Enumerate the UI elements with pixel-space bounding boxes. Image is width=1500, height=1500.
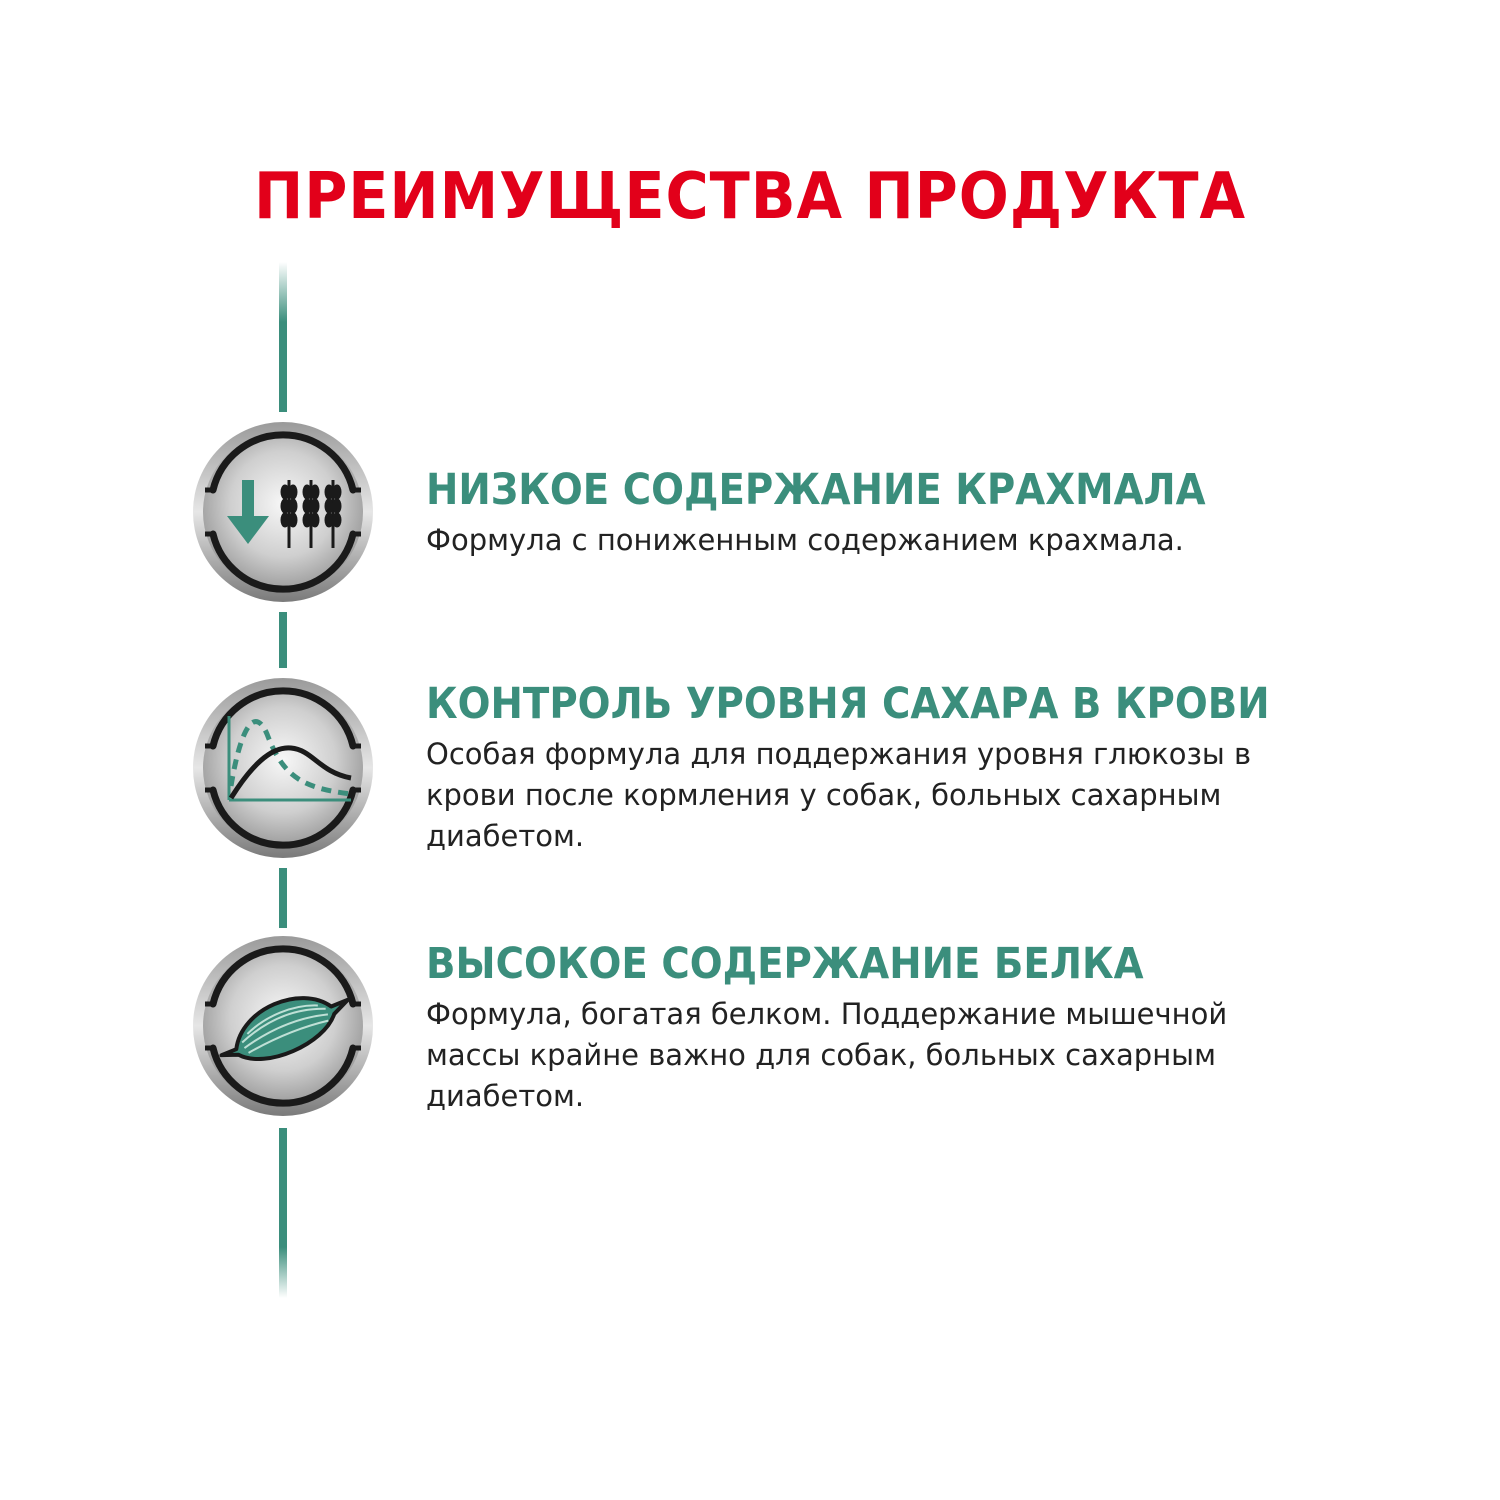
blood-sugar-curve-icon bbox=[191, 676, 375, 860]
timeline-line-segment bbox=[279, 868, 287, 928]
timeline-line-bottom bbox=[279, 1128, 287, 1298]
muscle-protein-icon bbox=[191, 934, 375, 1118]
benefit-title: ВЫСОКОЕ СОДЕРЖАНИЕ БЕЛКА bbox=[426, 939, 1144, 989]
benefit-description: Формула, богатая белком. Поддержание мышечной массы крайне важно для собак, больных сахарным диабетом. bbox=[426, 997, 1228, 1113]
benefit-title: КОНТРОЛЬ УРОВНЯ САХАРА В КРОВИ bbox=[426, 679, 1270, 729]
benefit-description: Формула с пониженным содержанием крахмала. bbox=[426, 523, 1184, 557]
benefit-title: НИЗКОЕ СОДЕРЖАНИЕ КРАХМАЛА bbox=[426, 465, 1206, 515]
timeline-line-segment bbox=[279, 612, 287, 668]
benefit-description: Особая формула для поддержания уровня глюкозы в крови после кормления у собак, больных сахарным диабетом. bbox=[426, 737, 1252, 853]
page-title: ПРЕИМУЩЕСТВА ПРОДУКТА bbox=[253, 160, 1247, 234]
benefit-blood-sugar bbox=[426, 676, 1466, 857]
benefit-low-starch bbox=[426, 462, 1466, 561]
low-starch-wheat-icon bbox=[191, 420, 375, 604]
timeline-line-top bbox=[279, 262, 287, 412]
benefit-high-protein bbox=[426, 936, 1466, 1117]
